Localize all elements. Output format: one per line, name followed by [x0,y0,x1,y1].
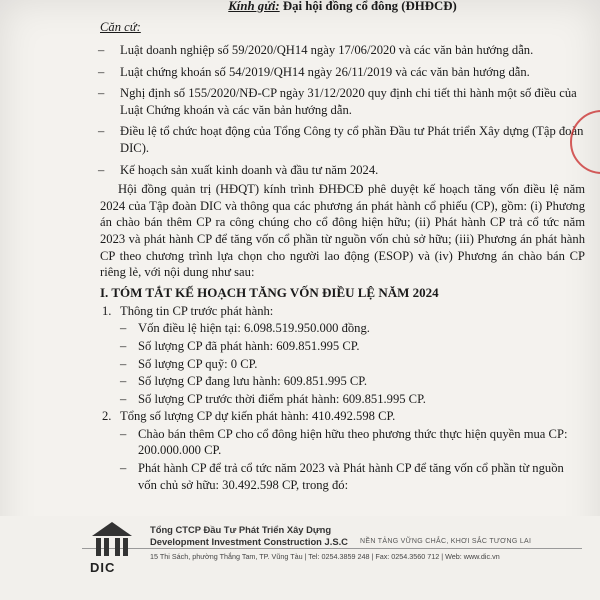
sub-item [120,320,585,337]
section-item [100,303,585,320]
dash-bullet: – [120,461,127,476]
legal-basis-item [100,64,585,81]
sub-item [120,391,585,408]
sub-item [120,426,585,459]
logo-roof [92,522,132,536]
dash-bullet: – [120,391,127,406]
legal-basis-text: Luật chứng khoán số 54/2019/QH14 ngày 26/11/2019 và các văn bản hướng dẫn. [120,64,530,79]
section-item [100,408,585,425]
legal-basis-text: Nghị định số 155/2020/NĐ-CP ngày 31/12/2020 quy định chi tiết thi hành một số điều của Luật Chứng khoán và các văn bản hướng dẫn. [120,86,577,117]
logo-wordmark: DIC [90,560,116,575]
footer-divider [82,548,582,549]
dash-bullet: – [120,374,127,389]
dash-bullet: – [98,43,105,57]
sub-item-text: Vốn điều lệ hiện tại: 6.098.519.950.000 đồng. [138,321,370,336]
item-number: 1. [102,303,112,318]
sub-item-text: Chào bán thêm CP cho cổ đông hiện hữu theo phương thức thực hiện quyền mua CP: 200.000.000 CP. [138,426,568,458]
sub-item [120,356,585,373]
dash-bullet: – [98,64,105,79]
item-label: Tổng số lượng CP dự kiến phát hành: 410.492.598 CP. [120,409,396,424]
sub-item-text: Số lượng CP trước thời điểm phát hành: 609.851.995 CP. [138,391,426,406]
legal-basis-item [100,42,585,59]
dash-bullet: – [120,338,127,353]
sub-item [120,338,585,355]
dash-bullet: – [98,86,105,101]
sub-item-text: Phát hành CP để trả cổ tức năm 2023 và Phát hành CP để tăng vốn cổ phần từ nguồn vốn chủ sở hữu: 30.492.598 CP, trong đó: [138,461,564,492]
dash-bullet: – [120,321,127,336]
section-title: I. TÓM TẮT KẾ HOẠCH TĂNG VỐN ĐIỀU LỆ NĂM 2024 [100,284,439,300]
logo-pillar [104,538,109,556]
intro-paragraph: Hội đồng quản trị (HĐQT) kính trình ĐHĐCĐ phê duyệt kế hoạch tăng vốn điều lệ năm 2024 của Tập đoàn DIC và thông qua các phương án phát hành cổ phiếu (CP), gồm: (i) Phương án chào bán thêm CP ra công chúng cho cổ đông hiện hữu; (ii) Phát hành CP trả cổ tức năm 2023 và phát hành CP để tăng vốn cổ phần từ nguồn vốn chủ sở hữu; (iii) Phương án phát hành CP theo chương trình lựa chọn cho người lao động (ESOP) và (iv) Phương án chào bán CP riêng lẻ, với nội dung như sau: [100,182,585,280]
legal-basis-item [100,162,585,179]
item-label: Thông tin CP trước phát hành: [120,303,274,318]
dash-bullet: – [98,162,105,177]
legal-basis-label: Căn cứ: [100,20,141,34]
logo-pillar [96,538,101,556]
addressee-name: Đại hội đồng cổ đông (ĐHĐCĐ) [282,0,457,13]
item-number: 2. [102,409,112,424]
company-name-vi: Tổng CTCP Đầu Tư Phát Triển Xây Dựng [150,524,332,535]
sub-item [120,460,585,493]
sub-item-text: Số lượng CP quỹ: 0 CP. [138,356,258,371]
dic-logo-icon [90,520,134,560]
legal-basis-item [100,123,585,156]
sub-item-text: Số lượng CP đang lưu hành: 609.851.995 CP. [138,374,368,389]
legal-basis-text: Điều lệ tổ chức hoạt động của Tổng Công ty cổ phần Đầu tư Phát triển Xây dựng (Tập đoàn DIC). [120,124,584,155]
company-name-en: Development Investment Construction J.S.C [150,535,348,547]
legal-basis-item [100,85,585,118]
logo-pillar [123,538,128,556]
sub-item-text: Số lượng CP đã phát hành: 609.851.995 CP. [138,338,360,353]
document-body [100,0,585,493]
sub-item [120,373,585,390]
addressee-heading [100,0,585,14]
dash-bullet: – [120,426,127,441]
dash-bullet: – [120,356,127,371]
legal-basis-text: Luật doanh nghiệp số 59/2020/QH14 ngày 17/06/2020 và các văn bản hướng dẫn. [120,43,534,57]
addressee-prefix: Kính gửi: [228,0,280,13]
dash-bullet: – [98,124,105,139]
legal-basis-text: Kế hoạch sản xuất kinh doanh và đầu tư năm 2024. [120,162,379,177]
company-name [150,524,390,547]
company-slogan: NỀN TẢNG VỮNG CHẮC, KHƠI SẮC TƯƠNG LAI [360,538,532,545]
logo-pillar [115,538,120,556]
company-contact: 15 Thi Sách, phường Thắng Tam, TP. Vũng Tàu | Tel: 0254.3859 248 | Fax: 0254.3560 712 | Web: www.dic.vn [150,552,500,561]
